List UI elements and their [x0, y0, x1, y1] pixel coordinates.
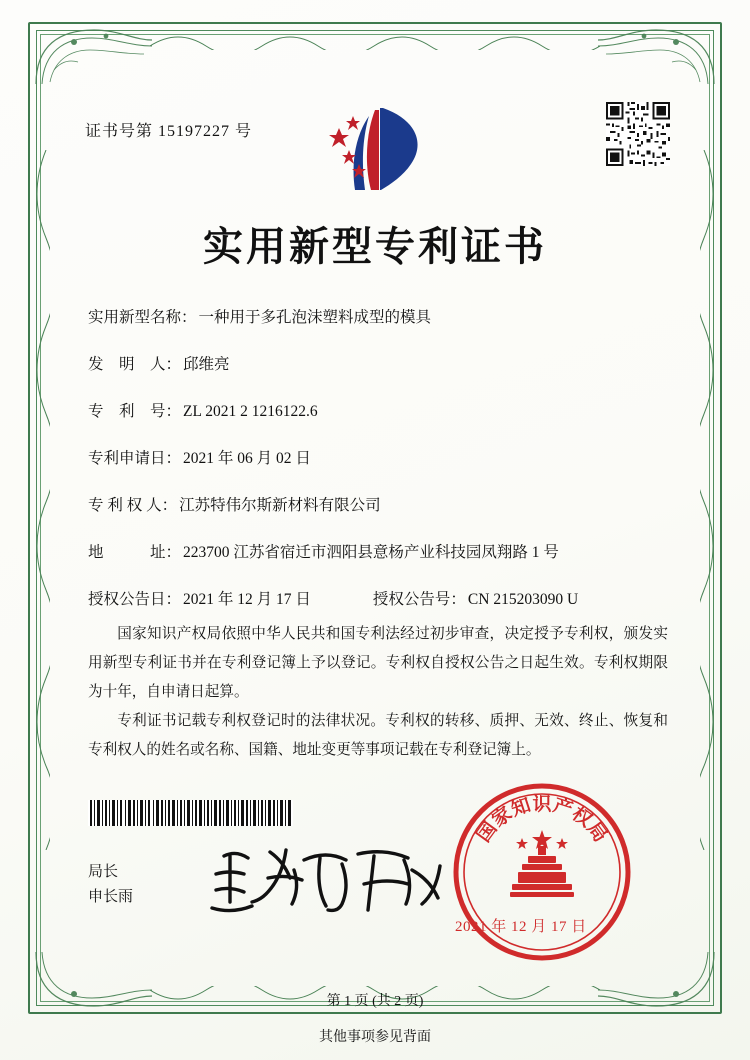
field-grant-announcement [88, 587, 670, 609]
field-list [88, 305, 670, 634]
field-inventor [88, 352, 670, 374]
field-value: 223700 江苏省宿迁市泗阳县意杨产业科技园凤翔路 1 号 [183, 544, 559, 561]
svg-text:知: 知 [508, 794, 534, 821]
field-patent-number [88, 399, 670, 421]
legal-paragraphs [88, 620, 668, 765]
grant-date-value: 2021 年 12 月 17 日 [183, 591, 311, 608]
field-value: 2021 年 06 月 02 日 [183, 450, 311, 467]
field-label: 专利申请日： [88, 450, 182, 467]
field-patentee [88, 493, 670, 515]
page-number: 第 1 页 (共 2 页) [326, 994, 424, 1009]
field-label: 专 利 权 人： [88, 497, 178, 514]
grant-date-label: 授权公告日： [88, 591, 182, 608]
paragraph-grant: 国家知识产权局依照中华人民共和国专利法经过初步审查，决定授予专利权，颁发实用新型专利证书并在专利登记簿上予以登记。专利权自授权公告之日起生效。专利权期限为十年，自申请日起算。 [88, 626, 668, 700]
field-utility-model-name [88, 305, 670, 327]
field-value: 邱维亮 [183, 356, 230, 373]
cnipa-logo-icon [325, 102, 435, 197]
paragraph-registry: 专利证书记载专利权登记时的法律状况。专利权的转移、质押、无效、终止、恢复和专利权人的姓名或名称、国籍、地址变更等事项记载在专利登记簿上。 [88, 713, 668, 758]
svg-text:家: 家 [488, 803, 517, 832]
edge-ornament-icon [700, 150, 726, 850]
certificate-number: 证书号第 15197227 号 [85, 123, 253, 140]
director-block [88, 860, 133, 910]
field-value: ZL 2021 2 1216122.6 [183, 403, 318, 420]
field-application-date [88, 446, 670, 468]
grant-number-label: 授权公告号： [372, 591, 466, 608]
field-value: 一种用于多孔泡沫塑料成型的模具 [198, 309, 432, 326]
svg-text:产: 产 [550, 794, 576, 821]
handwritten-signature [208, 840, 458, 918]
svg-text:国: 国 [473, 818, 502, 847]
director-name: 申长雨 [88, 889, 134, 905]
official-seal [450, 780, 635, 965]
svg-text:权: 权 [567, 803, 596, 832]
field-label: 实用新型名称： [88, 309, 197, 326]
field-label: 发 明 人： [88, 356, 182, 373]
svg-text:局: 局 [582, 818, 611, 847]
page-title: 实用新型专利证书 [203, 224, 547, 269]
field-label: 专 利 号： [88, 403, 182, 420]
footnote: 其他事项参见背面 [319, 1030, 431, 1045]
field-address [88, 540, 670, 562]
edge-ornament-icon [150, 24, 600, 50]
director-title: 局长 [88, 864, 119, 880]
seal-date: 2021 年 12 月 17 日 [455, 919, 587, 935]
barcode [88, 800, 293, 826]
qr-code [606, 102, 670, 166]
certificate-content [60, 60, 690, 1009]
grant-number-value: CN 215203090 U [467, 591, 579, 608]
field-value: 江苏特伟尔斯新材料有限公司 [179, 497, 381, 514]
field-label: 地 址： [88, 544, 182, 561]
svg-text:识: 识 [532, 794, 552, 815]
edge-ornament-icon [24, 150, 50, 850]
